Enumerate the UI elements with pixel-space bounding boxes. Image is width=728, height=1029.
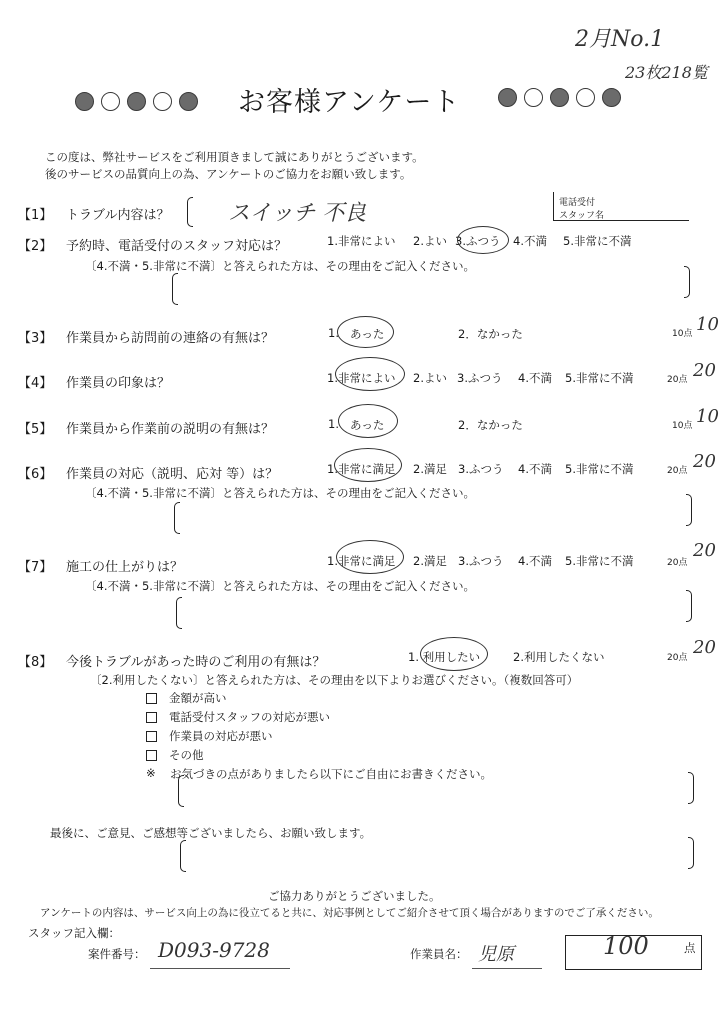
q2-option-4: 4.不満 <box>513 234 547 248</box>
q7-option-3: 3.ふつう <box>458 554 504 568</box>
q3-points: 10点 <box>672 329 693 339</box>
q8-reason-prompt: 〔2.利用したくない〕と答えられた方は、その理由を以下よりお選びください。（複数回答可） <box>90 673 579 687</box>
q4-points: 20点 <box>667 375 688 385</box>
q7-option-1: 1.非常に満足 <box>327 554 396 568</box>
q8-answer-circle <box>420 637 488 671</box>
title-dots-right <box>498 88 628 107</box>
staff-box-frame <box>553 192 689 221</box>
q6-option-1: 1.非常に満足 <box>327 462 396 476</box>
checkbox[interactable] <box>146 712 157 723</box>
q8-score: 20 <box>693 637 716 658</box>
q4-option-5: 5.非常に不満 <box>565 371 634 385</box>
q6-option-5: 5.非常に不満 <box>565 462 634 476</box>
q8-check-item <box>146 728 273 744</box>
q6-option-2: 2.満足 <box>413 462 447 476</box>
checkbox[interactable] <box>146 731 157 742</box>
worker-name-label: 作業員名： <box>410 947 468 961</box>
q1-number: 【1】 <box>18 208 53 223</box>
case-number-underline <box>150 968 290 969</box>
q2-number: 【2】 <box>18 239 53 254</box>
decor-dot <box>101 92 120 111</box>
q7-reason-prompt: 〔4.不満・5.非常に不満〕と答えられた方は、その理由をご記入ください。 <box>85 579 475 593</box>
q7-answer-circle <box>336 540 404 574</box>
q6-number: 【6】 <box>18 467 53 482</box>
q5-option-2: 2．なかった <box>458 418 523 432</box>
decor-dot <box>127 92 146 111</box>
decor-dot <box>153 92 172 111</box>
q7-option-2: 2.満足 <box>413 554 447 568</box>
q2-option-2: 2.よい <box>413 234 447 248</box>
q3-score: 10 <box>696 314 719 335</box>
handwritten-page-note: 2月No.1 <box>575 27 665 52</box>
decor-dot <box>524 88 543 107</box>
q8-free-bracket-right <box>688 772 694 804</box>
decor-dot <box>75 92 94 111</box>
case-number-label: 案件番号： <box>88 947 146 961</box>
q8-check-item <box>146 690 227 706</box>
q6-reason-bracket-right <box>686 494 692 526</box>
q4-score: 20 <box>693 360 716 381</box>
q3-number: 【3】 <box>18 331 53 346</box>
q2-option-5: 5.非常に不満 <box>563 234 632 248</box>
q4-answer-circle <box>335 357 405 391</box>
decor-dot <box>576 88 595 107</box>
decor-dot <box>498 88 517 107</box>
closing-bracket-left <box>180 840 186 872</box>
handwritten-sheet-note: 23枚218覧 <box>625 63 708 82</box>
closing-bracket-right <box>688 837 694 869</box>
q7-option-4: 4.不満 <box>518 554 552 568</box>
q4-number: 【4】 <box>18 376 53 391</box>
q8-text: 今後トラブルがあった時のご利用の有無は？ <box>66 655 326 670</box>
decor-dot <box>550 88 569 107</box>
q3-text: 作業員から訪問前の連絡の有無は？ <box>66 331 275 346</box>
q5-option-1: あった <box>350 418 385 432</box>
q1-bracket-left <box>187 197 193 227</box>
total-score: 100 <box>603 932 649 960</box>
q2-option-1: 1.非常によい <box>327 234 396 248</box>
title-dots-left <box>75 92 205 111</box>
check-label: 作業員の対応が悪い <box>169 729 273 743</box>
q3-option-1-number: 1. <box>328 326 339 340</box>
q7-reason-bracket-left <box>176 597 182 629</box>
q7-number: 【7】 <box>18 560 53 575</box>
staff-field-label: スタッフ記入欄： <box>28 926 120 940</box>
q3-answer-circle <box>337 316 394 348</box>
q2-reason-prompt: 〔4.不満・5.非常に不満〕と答えられた方は、その理由をご記入ください。 <box>85 259 475 273</box>
q7-reason-bracket-right <box>686 590 692 622</box>
check-label: その他 <box>169 748 204 762</box>
q5-option-1-number: 1. <box>328 417 339 431</box>
check-label: 電話受付スタッフの対応が悪い <box>169 710 330 724</box>
q7-points: 20点 <box>667 558 688 568</box>
q6-text: 作業員の対応（説明、応対 等）は？ <box>66 467 279 482</box>
q1-text: トラブル内容は？ <box>66 208 170 223</box>
checkbox[interactable] <box>146 693 157 704</box>
q8-check-item <box>146 747 204 763</box>
q4-option-4: 4.不満 <box>518 371 552 385</box>
q4-option-2: 2.よい <box>413 371 447 385</box>
q8-free-comment-prompt: お気づきの点がありましたら以下にご自由にお書きください。 <box>170 767 492 781</box>
page-title: お客様アンケート <box>238 87 461 118</box>
q6-reason-bracket-left <box>174 502 180 534</box>
q8-number: 【8】 <box>18 655 53 670</box>
intro-line-2: 後のサービスの品質向上の為、アンケートのご協力をお願い致します。 <box>45 167 412 181</box>
q6-points: 20点 <box>667 466 688 476</box>
q2-reason-bracket-left <box>172 273 178 305</box>
checkbox[interactable] <box>146 750 157 761</box>
q2-option-3: 3.ふつう <box>455 234 501 248</box>
q4-text: 作業員の印象は？ <box>66 376 171 391</box>
q8-check-item <box>146 709 330 725</box>
thanks-text: ご協力ありがとうございました。 <box>268 889 441 903</box>
decor-dot <box>179 92 198 111</box>
q3-option-1: あった <box>350 327 385 341</box>
check-label: 金額が高い <box>169 691 227 705</box>
q6-answer-circle <box>334 448 402 482</box>
q5-text: 作業員から作業前の説明の有無は？ <box>66 422 275 437</box>
q6-option-4: 4.不満 <box>518 462 552 476</box>
q5-score: 10 <box>696 406 719 427</box>
q6-option-3: 3.ふつう <box>458 462 504 476</box>
intro-line-1: この度は、弊社サービスをご利用頂きまして誠にありがとうございます。 <box>45 150 424 164</box>
closing-prompt: 最後に、ご意見、ご感想等ございましたら、お願い致します。 <box>50 826 372 840</box>
q1-answer: スイッチ 不良 <box>228 201 367 226</box>
q7-option-5: 5.非常に不満 <box>565 554 634 568</box>
total-score-unit: 点 <box>684 941 696 955</box>
decor-dot <box>602 88 621 107</box>
q8-option-1: 1. 利用したい <box>408 650 481 664</box>
worker-name-underline <box>472 968 542 969</box>
case-number-value: D093-9728 <box>158 938 270 962</box>
q5-answer-circle <box>338 404 398 438</box>
q4-option-1: 1.非常によい <box>327 371 396 385</box>
staff-box-label-2: スタッフ名 <box>559 211 605 221</box>
q2-text: 予約時、電話受付のスタッフ対応は？ <box>66 239 288 254</box>
q7-score: 20 <box>693 540 716 561</box>
q3-option-2: 2．なかった <box>458 327 523 341</box>
q5-number: 【5】 <box>18 422 53 437</box>
staff-box-label-1: 電話受付 <box>559 198 596 208</box>
q6-score: 20 <box>693 451 716 472</box>
q8-option-2: 2.利用したくない <box>513 650 605 664</box>
q7-text: 施工の仕上がりは？ <box>66 560 184 575</box>
q8-points: 20点 <box>667 653 688 663</box>
q2-answer-circle <box>457 226 509 254</box>
q8-free-comment-mark: ※ <box>146 766 156 780</box>
usage-notice: アンケートの内容は、サービス向上の為に役立てると共に、対応事例としてご紹介させて頂く場合がありますのでご了承ください。 <box>40 907 659 919</box>
q4-option-3: 3.ふつう <box>457 371 503 385</box>
q6-reason-prompt: 〔4.不満・5.非常に不満〕と答えられた方は、その理由をご記入ください。 <box>85 486 475 500</box>
q8-free-bracket-left <box>178 775 184 807</box>
worker-name-value: 児原 <box>478 944 514 965</box>
q5-points: 10点 <box>672 421 693 431</box>
q2-reason-bracket-right <box>684 266 690 298</box>
